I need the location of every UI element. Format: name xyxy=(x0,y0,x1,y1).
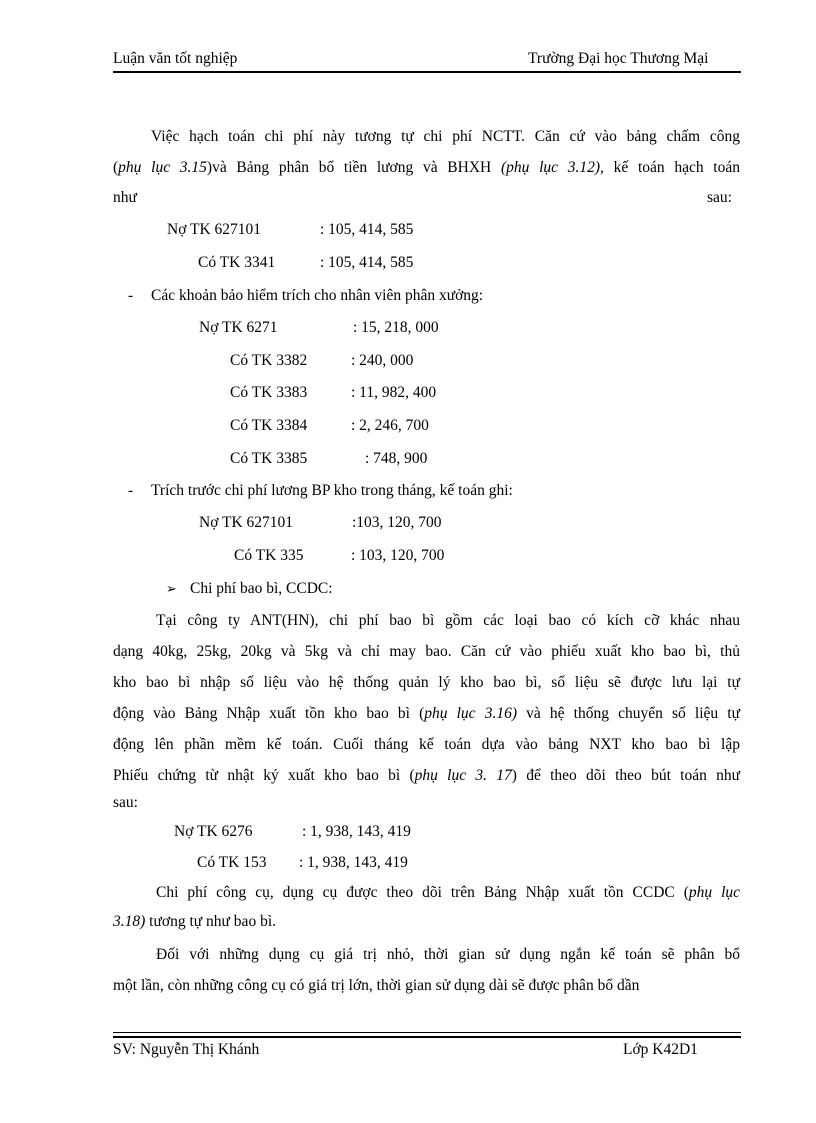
debit-account-value: : 105, 414, 585 xyxy=(320,221,414,238)
bullet-text: Trích trước chi phí lương BP kho trong tháng, kế toán ghi: xyxy=(151,482,513,499)
paragraph-4-line-1: Đối với những dụng cụ giá trị nhỏ, thời gian sử dụng ngắn kế toán sẽ phân bổ xyxy=(156,946,740,963)
debit-account-label: Nợ TK 627101 xyxy=(167,221,262,238)
credit-account-label: Có TK 335 xyxy=(234,547,304,564)
bullet-text: Các khoản bảo hiểm trích cho nhân viên phân xưởng: xyxy=(151,287,484,304)
debit-account-value: : 1, 938, 143, 419 xyxy=(302,823,411,840)
credit-account-value: : 2, 246, 700 xyxy=(351,417,429,434)
appendix-ref: (phụ lục 3.12), xyxy=(500,159,604,176)
debit-account-value: : 15, 218, 000 xyxy=(353,319,439,336)
credit-account-value: : 748, 900 xyxy=(365,450,428,467)
paragraph-2-line-1: Tại công ty ANT(HN), chi phí bao bì gồm các loại bao có kích cỡ khác nhau xyxy=(156,612,740,629)
debit-account-label: Nợ TK 6276 xyxy=(174,823,253,840)
footer-rule-thin xyxy=(113,1032,741,1033)
paragraph-1-line-1: Việc hạch toán chi phí này tương tự chi phí NCTT. Căn cứ vào bảng chấm công xyxy=(151,128,740,145)
credit-account-label: Có TK 3383 xyxy=(230,384,308,401)
credit-account-label: Có TK 3384 xyxy=(230,417,308,434)
credit-account-label: Có TK 3385 xyxy=(230,450,308,467)
paragraph-2-line-2: dạng 40kg, 25kg, 20kg và 5kg và chỉ may bao. Căn cứ vào phiếu xuất kho bao bì, thủ xyxy=(113,643,740,660)
paragraph-2-line-3: kho bao bì nhập số liệu vào hệ thống quản lý kho bao bì, số liệu sẽ được lưu lại tự xyxy=(113,674,740,691)
credit-account-label: Có TK 3341 xyxy=(198,254,276,271)
appendix-ref: phụ lục 3. 17 xyxy=(414,767,512,784)
appendix-ref: phụ lục 3.16) xyxy=(424,705,517,722)
debit-account-value: :103, 120, 700 xyxy=(352,514,442,531)
arrow-bullet-icon: ➢ xyxy=(166,581,177,596)
footer-rule-thick xyxy=(113,1036,741,1038)
paragraph-1-line-3a: như xyxy=(113,189,137,206)
paragraph-2-line-5: động lên phần mềm kế toán. Cuối tháng kế toán dựa vào bảng NXT kho bao bì lập xyxy=(113,736,740,753)
credit-account-value: : 240, 000 xyxy=(351,352,414,369)
header-right: Trường Đại học Thương Mại xyxy=(528,50,709,67)
appendix-ref: phụ lục 3.15 xyxy=(118,159,207,176)
paragraph-1-line-2: (phụ lục 3.15)và Bảng phân bổ tiền lương và BHXH (phụ lục 3.12), kế toán hạch toán xyxy=(113,159,740,176)
paragraph-3-line-1: Chi phí công cụ, dụng cụ được theo dõi trên Bảng Nhập xuất tồn CCDC (phụ lục xyxy=(156,884,741,901)
debit-account-label: Nợ TK 627101 xyxy=(199,514,294,531)
credit-account-value: : 103, 120, 700 xyxy=(351,547,445,564)
paragraph-4-line-2: một lần, còn những công cụ có giá trị lớn, thời gian sử dụng dài sẽ được phân bổ dần xyxy=(113,977,640,994)
credit-account-label: Có TK 153 xyxy=(197,854,267,871)
footer-left: SV: Nguyễn Thị Khánh xyxy=(113,1041,260,1058)
debit-account-label: Nợ TK 6271 xyxy=(199,319,278,336)
bullet-dash: - xyxy=(128,287,134,304)
bullet-dash: - xyxy=(128,482,134,499)
paragraph-3-line-2: 3.18) tương tự như bao bì. xyxy=(113,913,276,930)
appendix-ref: phụ lục xyxy=(688,884,741,901)
credit-account-value: : 11, 982, 400 xyxy=(351,384,437,401)
section-heading: Chi phí bao bì, CCDC: xyxy=(190,580,333,597)
credit-account-value: : 105, 414, 585 xyxy=(320,254,414,271)
paragraph-2-line-7: sau: xyxy=(113,794,138,811)
footer-right: Lớp K42D1 xyxy=(623,1041,698,1058)
header-left: Luận văn tốt nghiệp xyxy=(113,50,238,67)
appendix-ref: 3.18) xyxy=(113,913,146,930)
paragraph-2-line-4: động vào Bảng Nhập xuất tồn kho bao bì (phụ lục 3.16) và hệ thống chuyển số liệu tự xyxy=(113,705,740,722)
paragraph-2-line-6: Phiếu chứng từ nhật ký xuất kho bao bì (phụ lục 3. 17) để theo dõi theo bút toán như xyxy=(113,767,740,784)
paragraph-1-line-3b: sau: xyxy=(707,189,732,206)
credit-account-label: Có TK 3382 xyxy=(230,352,308,369)
header-rule xyxy=(113,71,741,73)
credit-account-value: : 1, 938, 143, 419 xyxy=(299,854,408,871)
